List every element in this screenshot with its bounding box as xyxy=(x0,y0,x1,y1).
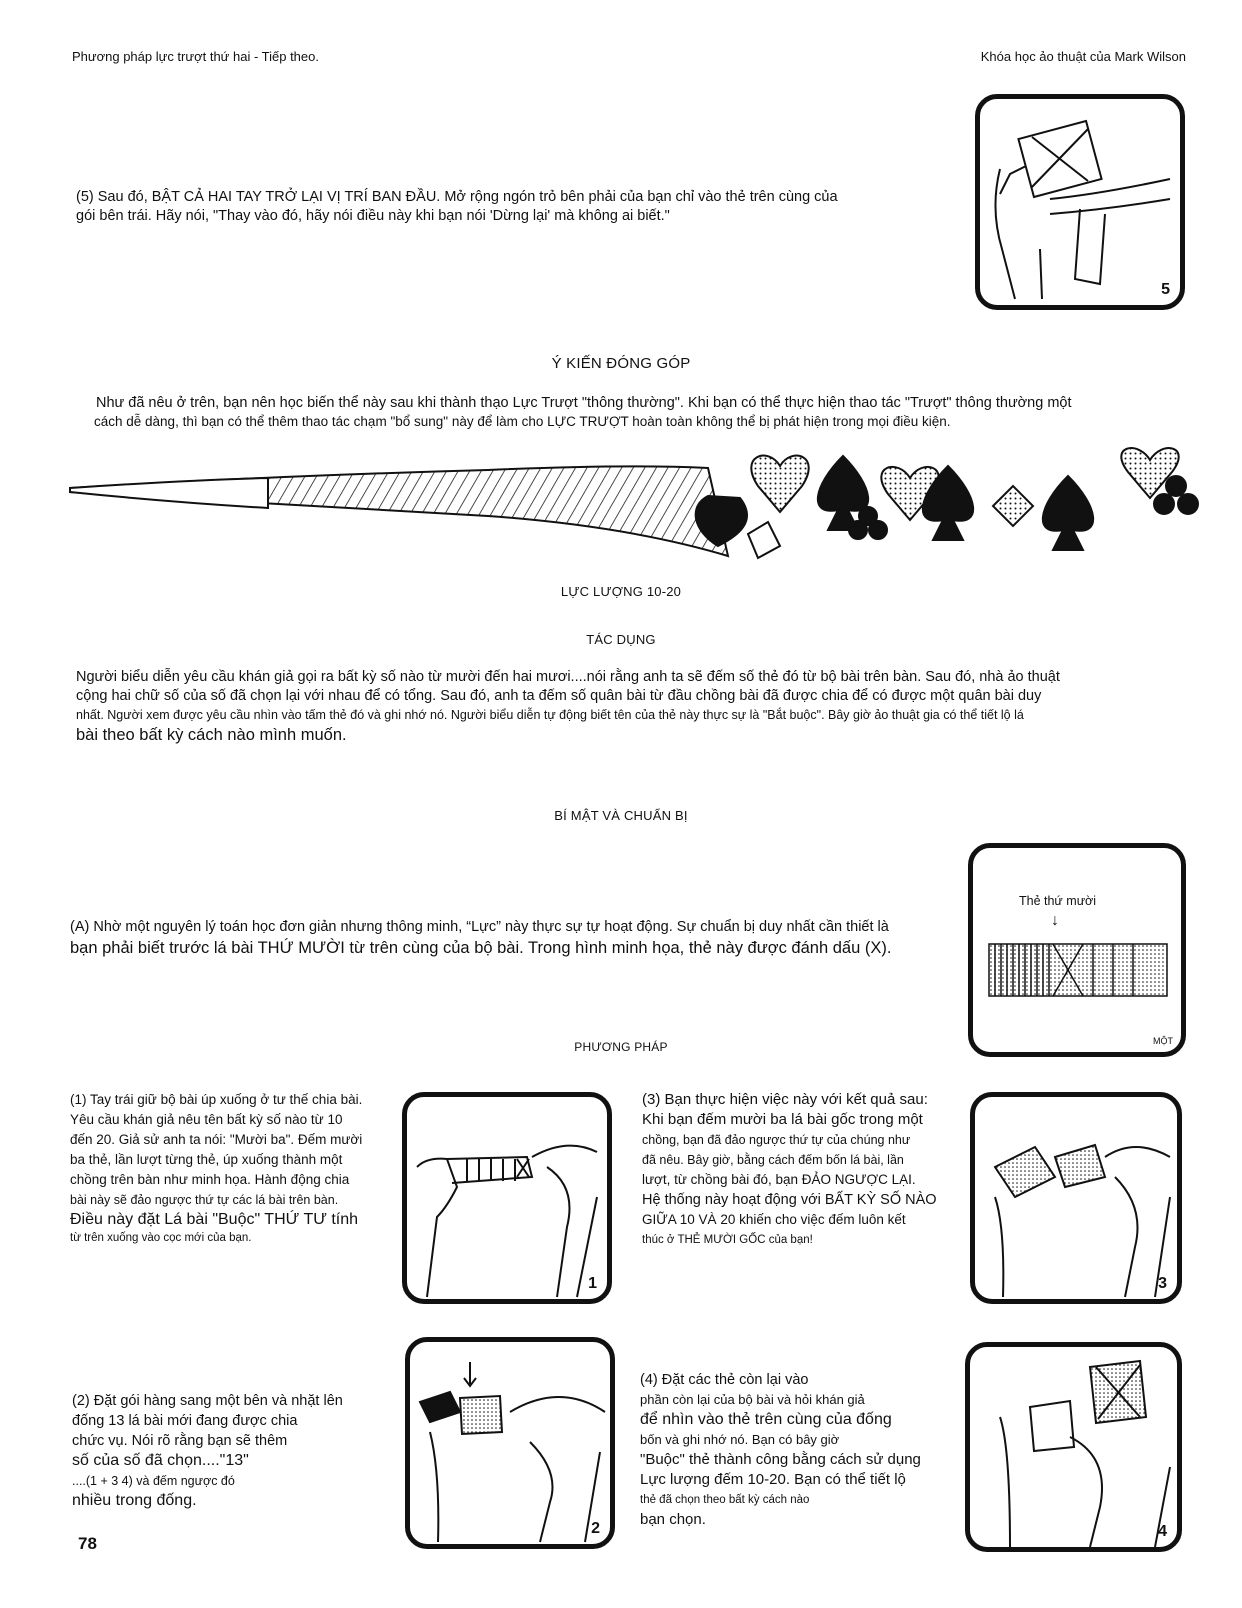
effect-line: cộng hai chữ số của số đã chọn lại với nhau để có tổng. Sau đó, anh ta đếm số quân bài từ đầu chồng bài đã được chia để có được một quân bài duy xyxy=(76,688,1042,704)
hands-reveal-illustration-4 xyxy=(970,1347,1177,1547)
effect-text xyxy=(76,668,1176,745)
figure-corner-label: MỘT xyxy=(1153,1036,1173,1046)
figure-a xyxy=(968,843,1186,1057)
step4-line: Lực lượng đếm 10-20. Bạn có thể tiết lộ xyxy=(640,1471,906,1488)
comments-heading: Ý KIẾN ĐÓNG GÓP xyxy=(551,355,691,372)
figure-5 xyxy=(975,94,1185,310)
step1-line: đến 20. Giả sử anh ta nói: "Mười ba". Đếm mười xyxy=(70,1132,363,1147)
comments-text xyxy=(96,394,1176,431)
step2-line: chức vụ. Nói rõ rằng bạn sẽ thêm xyxy=(72,1433,288,1449)
hands-card-illustration-5 xyxy=(980,99,1180,305)
figure-number: 5 xyxy=(1161,281,1170,298)
effect-line: nhất. Người xem được yêu cầu nhìn vào tấm thẻ đó và ghi nhớ nó. Người biểu diễn tự động biết tên của thẻ này thực sự là "Bắt buộc". Bây giờ ảo thuật gia có thể tiết lộ lá xyxy=(76,708,1024,722)
comments-line: Như đã nêu ở trên, bạn nên học biến thể này sau khi thành thạo Lực Trượt "thông thường". Khi bạn có thể thực hiện thao tác "Trượt" thông thường một xyxy=(96,395,1072,411)
step3-line: Hệ thống này hoạt động với BẤT KỲ SỐ NÀO xyxy=(642,1192,937,1208)
figure-number: 1 xyxy=(588,1275,597,1292)
figure-4 xyxy=(965,1342,1182,1552)
step4-text xyxy=(640,1370,960,1530)
step2-line: số của số đã chọn...."13" xyxy=(72,1452,249,1469)
running-header-left: Phương pháp lực trượt thứ hai - Tiếp theo. xyxy=(72,49,319,64)
step3-line: Khi bạn đếm mười ba lá bài gốc trong một xyxy=(642,1111,923,1128)
secret-line: bạn phải biết trước lá bài THỨ MƯỜI từ trên cùng của bộ bài. Trong hình minh họa, thẻ này được đánh dấu (X). xyxy=(70,939,892,957)
card-spread-banner xyxy=(68,446,1208,574)
step5-line: gói bên trái. Hãy nói, "Thay vào đó, hãy nói điều này khi bạn nói 'Dừng lại' mà không ai biết." xyxy=(76,208,670,224)
running-header-right: Khóa học ảo thuật của Mark Wilson xyxy=(980,49,1186,64)
step2-line: nhiều trong đống. xyxy=(72,1492,197,1509)
arrow-down-icon: ↓ xyxy=(1051,912,1059,929)
effect-line: bài theo bất kỳ cách nào mình muốn. xyxy=(76,726,347,744)
hands-dealing-illustration-1 xyxy=(407,1097,607,1299)
figure-number: 2 xyxy=(591,1520,600,1537)
step2-line: ....(1 + 3 4) và đếm ngược đó xyxy=(72,1474,235,1488)
step3-line: (3) Bạn thực hiện việc này với kết quả sau: xyxy=(642,1091,928,1108)
figure-number: 4 xyxy=(1158,1523,1167,1540)
method-heading: PHƯƠNG PHÁP xyxy=(574,1040,668,1054)
step5-line: (5) Sau đó, BẬT CẢ HAI TAY TRỞ LẠI VỊ TRÍ BAN ĐẦU. Mở rộng ngón trỏ bên phải của bạn chỉ vào thẻ trên cùng của xyxy=(76,189,838,205)
step4-line: phần còn lại của bộ bài và hỏi khán giả xyxy=(640,1392,865,1407)
comments-line: cách dễ dàng, thì bạn có thể thêm thao tác chạm "bổ sung" này để làm cho LỰC TRƯỢT hoàn toàn không thể bị phát hiện trong mọi điều kiện. xyxy=(94,414,951,429)
step4-line: (4) Đặt các thẻ còn lại vào xyxy=(640,1372,809,1388)
effect-line: Người biểu diễn yêu cầu khán giả gọi ra bất kỳ số nào từ mười đến hai mươi....nói rằng anh ta sẽ đếm số thẻ đó từ bộ bài trên bàn. Sau đó, nhà ảo thuật xyxy=(76,669,1060,685)
figure-3 xyxy=(970,1092,1182,1304)
hands-counting-illustration-3 xyxy=(975,1097,1177,1299)
page-number: 78 xyxy=(78,1534,97,1553)
secret-text xyxy=(70,918,950,958)
trick-title: LỰC LƯỢNG 10-20 xyxy=(560,584,682,599)
step3-line: lượt, từ chồng bài đó, bạn ĐẢO NGƯỢC LẠI. xyxy=(642,1172,916,1187)
step1-line: bài này sẽ đảo ngược thứ tự các lá bài trên bàn. xyxy=(70,1193,339,1207)
step3-line: chồng, bạn đã đảo ngược thứ tự của chúng như xyxy=(642,1133,911,1147)
step1-text xyxy=(70,1090,390,1246)
effect-heading: TÁC DỤNG xyxy=(586,632,656,647)
figure-number: 3 xyxy=(1158,1275,1167,1292)
step2-text xyxy=(72,1391,392,1511)
figure-1 xyxy=(402,1092,612,1304)
hands-packet-illustration-2 xyxy=(410,1342,610,1544)
secret-heading: BÍ MẬT VÀ CHUẨN BỊ xyxy=(554,808,688,823)
tenth-card-label: Thẻ thứ mười xyxy=(1019,894,1097,908)
secret-line: (A) Nhờ một nguyên lý toán học đơn giản nhưng thông minh, “Lực” này thực sự tự hoạt động. Sự chuẩn bị duy nhất cần thiết là xyxy=(70,919,889,935)
step4-line: thẻ đã chọn theo bất kỳ cách nào xyxy=(640,1494,810,1506)
step1-line: từ trên xuống vào cọc mới của bạn. xyxy=(70,1232,252,1244)
step4-line: bốn và ghi nhớ nó. Bạn có bây giờ xyxy=(640,1432,840,1447)
figure-2 xyxy=(405,1337,615,1549)
step1-line: Yêu cầu khán giả nêu tên bất kỳ số nào từ 10 xyxy=(70,1112,343,1127)
step4-line: để nhìn vào thẻ trên cùng của đống xyxy=(640,1411,892,1428)
step2-line: đống 13 lá bài mới đang được chia xyxy=(72,1413,298,1429)
step3-line: đã nêu. Bây giờ, bằng cách đếm bốn lá bài, lần xyxy=(642,1153,904,1167)
card-spread-illustration xyxy=(973,848,1181,1052)
step2-line: (2) Đặt gói hàng sang một bên và nhặt lên xyxy=(72,1393,343,1409)
step1-line: ba thẻ, lần lượt từng thẻ, úp xuống thành một xyxy=(70,1152,343,1167)
step3-text xyxy=(642,1090,962,1250)
step1-line: (1) Tay trái giữ bộ bài úp xuống ở tư thế chia bài. xyxy=(70,1092,363,1107)
step3-line: GIỮA 10 VÀ 20 khiến cho việc đếm luôn kết xyxy=(642,1212,906,1227)
step1-line: Điều này đặt Lá bài "Buộc" THỨ TƯ tính xyxy=(70,1211,359,1228)
step4-line: "Buộc" thẻ thành công bằng cách sử dụng xyxy=(640,1451,921,1468)
step4-line: bạn chọn. xyxy=(640,1511,706,1528)
step1-line: chồng trên bàn như minh họa. Hành động chia xyxy=(70,1172,350,1187)
step3-line: thúc ở THẺ MƯỜI GỐC của bạn! xyxy=(642,1234,813,1246)
step5-text xyxy=(76,188,936,226)
